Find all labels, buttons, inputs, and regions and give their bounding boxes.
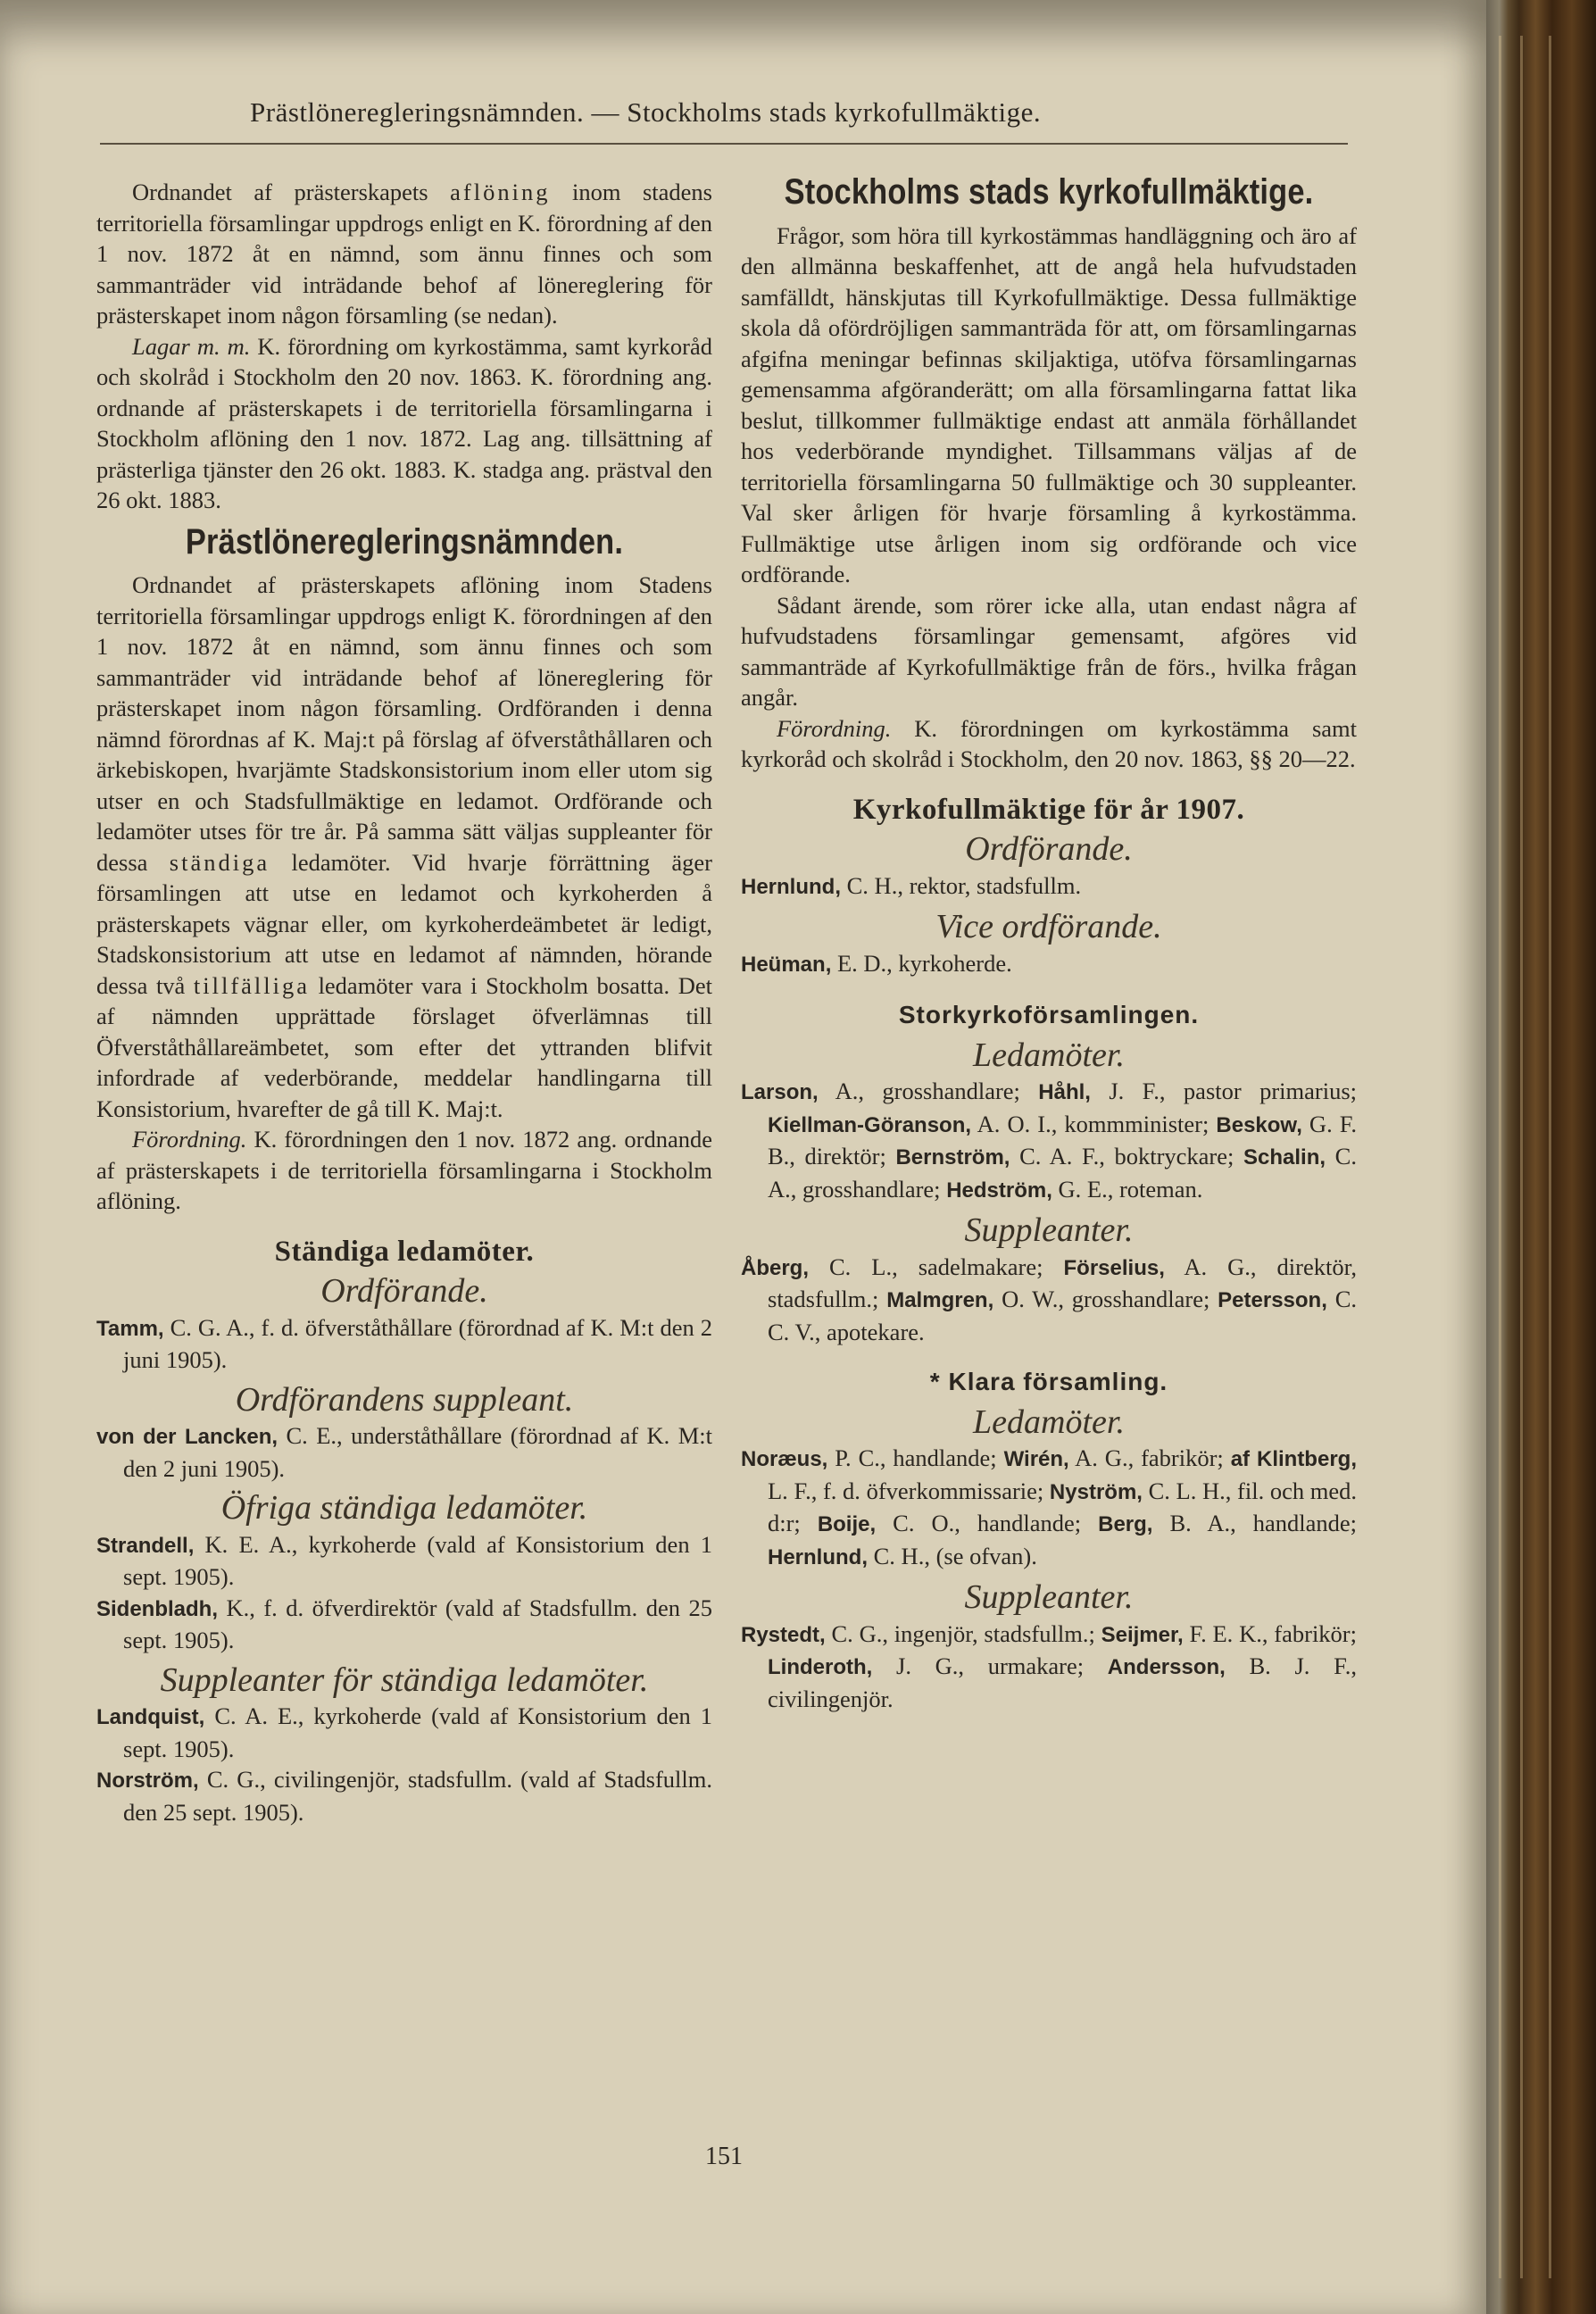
forordning-paragraph: Förordning. K. förordningen den 1 nov. 1872 ang. ordnande af prästerskapets i de territoriella församlingarna i Stockholm aflöning. [96,1126,712,1214]
member-entry: Heüman, E. D., kyrkoherde. [741,949,1012,977]
member-entry: Tamm, C. G. A., f. d. öfverståthållare (förordnad af K. M:t den 2 juni 1905). [96,1313,712,1373]
member-entry: Norström, C. G., civilingenjör, stadsfullm. (vald af Stadsfullm. den 25 sept. 1905). [96,1766,712,1826]
body-paragraph: Ordnandet af prästerskapets aflöning inom Stadens territoriella församlingar uppdrogs enligt K. förordningen af den 1 nov. 1872 åt en nämnd, som ännu finnes och som sammanträder vid inträdande behof af lönereglering för prästerskapet inom någon församling. Ordföranden i denna nämnd förordnas af K. Maj:t på förslag af öfverståthållaren och ärkebiskopen, hvarjämte Stadskonsistorium inom eller utom sig utser en och Stadsfullmäktige en ledamot. Ordförande och ledamöter utses för tre år. På samma sätt väljas suppleanter för dessa ständiga ledamöter. Vid hvarje förrättning äger församlingen att utse en ledamot och kyrkoherden å prästerskapets vägnar eller, om kyrkoherdeämbetet är ledigt, Stadskonsistorium att utse en ledamot af nämnden, hörande dessa två tillfälliga ledamöter vara i Stockholm bosatta. Det af nämnden upprättade förslaget öfverlämnas till Öfverståthållareämbetet, som efter det yttranden blifvit infordrade af vederbörande, meddelar handlingarna till Konsistorium, hvarefter de gå till K. Maj:t. [96,571,712,1122]
spine-line [1549,36,1551,2278]
heading-storkyrko: Storkyrkoförsamlingen. [898,1001,1200,1028]
section-heading-kyrkofullmaktige: Stockholms stads kyrkofullmäktige. [784,172,1314,212]
member-list: Larson, A., grosshandlare; Håhl, J. F., pastor primarius; Kiellman-Göranson, A. O. I., kommminister; Beskow, G. F. B., direktör; Bernström, C. A. F., boktryckare; Schalin, C. A., grosshandlare; Hedström, G. E., roteman. [741,1078,1357,1203]
heading-ledamoter: Ledamöter. [973,1036,1125,1074]
forordning-paragraph: Förordning. K. förordningen om kyrkostämma samt kyrkoråd och skolråd i Stockholm, den 20 nov. 1863, §§ 20—22. [741,714,1357,772]
member-list: Noræus, P. C., handlande; Wirén, A. G., fabrikör; af Klintberg, L. F., f. d. öfverkommissarie; Nyström, C. L. H., fil. och med. d:r; Boije, C. O., handlande; Berg, B. A., handlande; Hernlund, C. H., (se ofvan). [741,1444,1358,1569]
page-number: 151 [705,2143,743,2170]
heading-ordf-suppleant: Ordförandens suppleant. [235,1380,574,1419]
body-paragraph: Frågor, som höra till kyrkostämmas handläggning och äro af den allmänna beskaffenhet, att de angå hela hufvudstaden samfälldt, hänskjutas till Kyrkofullmäktige. Dessa fullmäktige skola då ofördröjligen sammanträda för att, om församlingarnas afgifna meningar befinnas skiljaktiga, utöfva församlingarnas gemensamma afgöranderätt; om alla församlingarna fattat lika beslut, tillkommer fullmäktige endast att anmäla förhållandet hos vederbörande myndighet. Tillsammans väljas af de territoriella församlingarna 50 fullmäktige och 30 suppleanter. Val sker årligen för hvarje församling å kyrkostämma. Fullmäktige utse årligen inom sig ordförande och vice ordförande. [741,221,1357,587]
laws-paragraph: Lagar m. m. K. förordning om kyrkostämma, samt kyrkoråd och skolråd i Stockholm den 20 nov. 1863. K. förordning ang. ordnande af prästerskapets i de territoriella församlingarna i Stockholm aflöning den 1 nov. 1872. Lag ang. tillsättning af prästerliga tjänster den 26 okt. 1883. K. stadga ang. prästval den 26 okt. 1883. [96,332,712,513]
heading-suppleanter-standiga: Suppleanter för ständiga ledamöter. [160,1661,649,1699]
book-spine [1486,0,1596,2314]
heading-suppleanter: Suppleanter. [964,1578,1134,1616]
running-head: Prästlöneregleringsnämnden. — Stockholms stads kyrkofullmäktige. [250,96,1042,128]
spine-line [1520,36,1523,2278]
spine-line [1499,36,1501,2278]
heading-vice-ordforande: Vice ordförande. [935,908,1162,945]
heading-ofriga: Öfriga ständiga ledamöter. [220,1489,588,1527]
intro-paragraph: Ordnandet af prästerskapets aflöning inom stadens territoriella församlingar uppdrogs enligt en K. förordning af den 1 nov. 1872 åt en nämnd, som ännu finnes och som sammanträder vid inträdande behof af lönereglering för prästerskapet inom någon församling (se nedan). [96,179,712,329]
left-column [96,177,712,1827]
header-rule [100,143,1348,145]
heading-suppleanter: Suppleanter. [964,1211,1134,1249]
member-entry: Strandell, K. E. A., kyrkoherde (vald af Konsistorium den 1 sept. 1905). [96,1530,712,1590]
member-list: Rystedt, C. G., ingenjör, stadsfullm.; Seijmer, F. E. K., fabrikör; Linderoth, J. G., urmakare; Andersson, B. J. F., civilingenjör. [741,1619,1357,1712]
heading-year: Kyrkofullmäktige för år 1907. [852,793,1245,826]
heading-ledamoter: Ledamöter. [973,1403,1125,1441]
body-paragraph: Sådant ärende, som rörer icke alla, utan endast några af hufvudstadens församlingar gemensamt, afgöres vid sammanträde af Kyrkofullmäktige från de förs., hvilka frågan angår. [741,591,1357,711]
member-entry: von der Lancken, C. E., underståthållare (förordnad af K. M:t den 2 juni 1905). [96,1422,712,1482]
member-entry: Landquist, C. A. E., kyrkoherde (vald af Konsistorium den 1 sept. 1905). [96,1702,712,1762]
member-entry: Hernlund, C. H., rektor, stadsfullm. [741,871,1082,899]
right-column [741,172,1358,1714]
heading-standiga: Ständiga ledamöter. [274,1235,535,1268]
section-heading-prastlone: Prästlöneregleringsnämnden. [185,521,624,562]
heading-ordforande: Ordförande. [965,830,1133,868]
member-list: Åberg, C. L., sadelmakare; Förselius, A. G., direktör, stadsfullm.; Malmgren, O. W., grosshandlare; Petersson, C. C. V., apotekare. [741,1253,1358,1345]
member-entry: Sidenbladh, K., f. d. öfverdirektör (vald af Stadsfullm. den 25 sept. 1905). [96,1594,712,1653]
heading-klara: * Klara församling. [929,1368,1168,1395]
heading-ordforande: Ordförande. [320,1272,488,1310]
